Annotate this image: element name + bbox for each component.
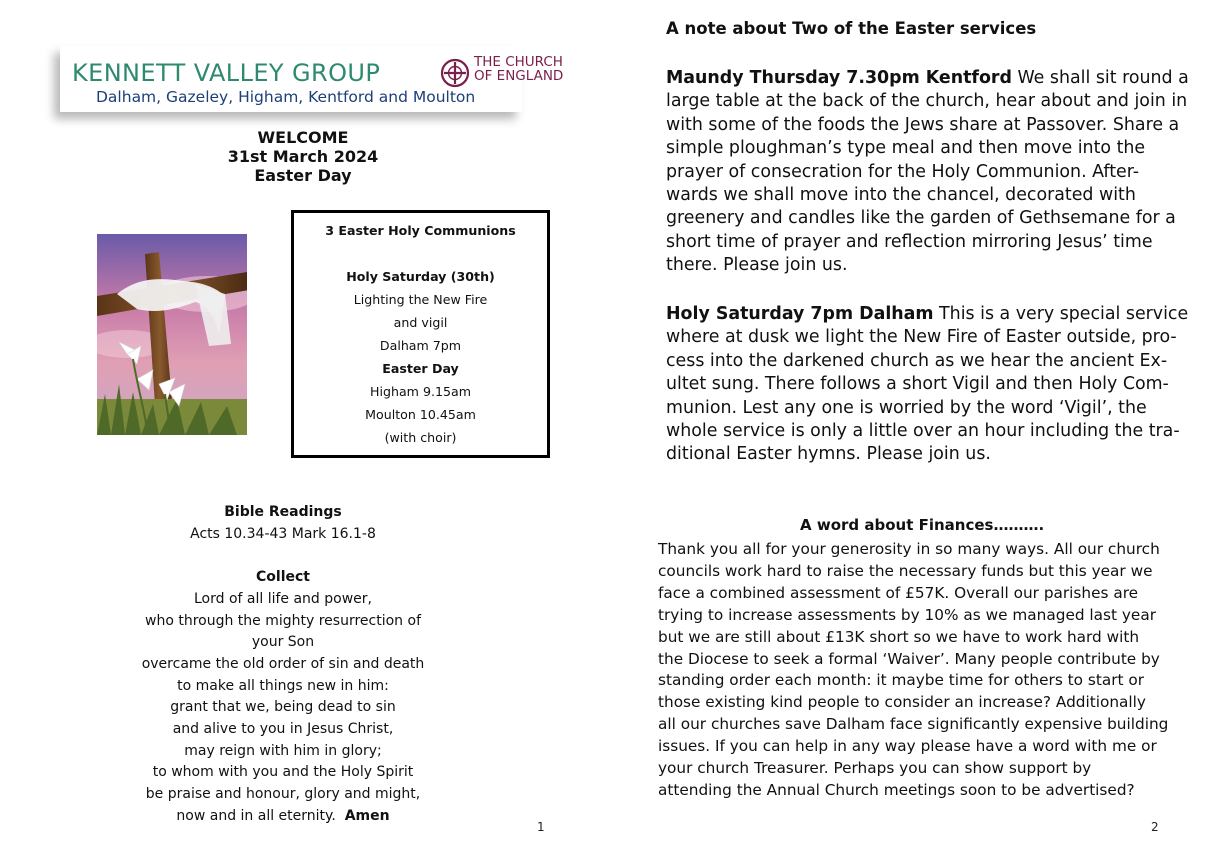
holy-saturday-lead: Holy Saturday 7pm Dalham [666,304,934,324]
collect-line: now and in all eternity. [176,807,336,824]
paragraph-line: cess into the darkened church as we hear the ancient Ex- [666,350,1168,371]
finances-line: standing order each month: it maybe time for others to start or [658,671,1145,690]
paragraph-line: with some of the foods the Jews share at Passover. Share a [666,114,1180,135]
church-of-england-icon [439,57,471,89]
easter-day-heading: Easter Day [382,361,459,376]
finances-line: trying to increase assessments by 10% as we managed last year [658,605,1157,624]
services-spacer [294,242,547,265]
collect-line: be praise and honour, glory and might, [145,786,421,803]
collect-amen: Amen [344,807,390,824]
finances-line: all our churches save Dalham face significantly expensive building [658,715,1169,734]
paragraph-line: there. Please join us. [666,255,848,276]
finances-paragraph [658,539,1178,802]
holy-saturday-line: Lighting the New Fire [353,292,488,307]
paragraph-line: wards we shall move into the chancel, decorated with [666,185,1136,206]
collect-last-line [130,806,436,828]
group-logo [60,46,564,112]
finances-line: the Diocese to seek a formal ‘Waiver’. Many people contribute by [658,649,1160,668]
holy-saturday-line: Dalham 7pm [379,338,462,353]
paragraph-line: short time of prayer and reflection mirroring Jesus’ time [666,231,1153,252]
easter-day-line: (with choir) [384,430,457,445]
holy-saturday-heading: Holy Saturday (30th) [346,269,495,284]
easter-cross-image [97,234,247,435]
collect-line: who through the mighty resurrection of [145,612,421,629]
finances-line: your church Treasurer. Perhaps you can show support by [658,759,1092,778]
paragraph-first-line [666,67,1189,90]
page-number-right: 2 [1151,820,1159,834]
collect-line: overcame the old order of sin and death [141,655,425,672]
easter-services-box [291,210,550,458]
finances-line: issues. If you can help in any way please have a word with me or [658,737,1157,756]
welcome-title: WELCOME [257,128,349,147]
services-title: 3 Easter Holy Communions [325,223,516,238]
logo-group-name: KENNETT VALLEY GROUP [72,59,381,87]
collect-line: your Son [251,634,315,651]
paragraph-line: ultet sung. There follows a short Vigil and then Holy Com- [666,374,1169,395]
logo-parishes: Dalham, Gazeley, Higham, Kentford and Moulton [96,88,476,106]
finances-line: Thank you all for your generosity in so many ways. All our church [658,540,1160,558]
collect-line: to whom with you and the Holy Spirit [152,764,414,781]
logo-coe-line2: OF ENGLAND [474,68,564,84]
paragraph-line: whole service is only a little over an hour including the tra- [666,421,1180,442]
easter-note-heading: A note about Two of the Easter services [666,19,1037,38]
finances-line: face a combined assessment of £57K. Overall our parishes are [658,583,1139,602]
maundy-thursday-paragraph [666,67,1189,278]
maundy-thursday-lead: Maundy Thursday 7.30pm Kentford [666,68,1012,88]
bible-readings-heading: Bible Readings [224,504,342,520]
holy-saturday-line: and vigil [393,315,448,330]
easter-day-line: Higham 9.15am [370,384,471,399]
paragraph-line: simple ploughman’s type meal and then move into the [666,138,1146,159]
bible-readings-refs: Acts 10.34-43 Mark 16.1-8 [190,525,376,542]
readings-and-collect [130,502,436,828]
finances-line: attending the Annual Church meetings soon to be advertised? [658,780,1135,799]
collect-line: to make all things new in him: [177,677,389,694]
paragraph-line: ditional Easter hymns. Please join us. [666,444,991,465]
collect-line: Lord of all life and power, [193,590,372,607]
page-number-left: 1 [537,820,545,834]
finances-line: those existing kind people to consider an increase? Additionally [658,693,1146,712]
paragraph-line: greenery and candles like the garden of Gethsemane for a [666,208,1176,229]
paragraph-line: large table at the back of the church, hear about and join in [666,91,1188,112]
paragraph-first-line [666,303,1189,326]
paragraph-line: munion. Lest any one is worried by the word ‘Vigil’, the [666,397,1147,418]
paragraph-line: This is a very special service [933,304,1189,324]
finances-heading: A word about Finances………. [800,516,1045,534]
welcome-day: Easter Day [254,166,352,185]
welcome-date: 31st March 2024 [227,147,379,166]
readings-spacer [130,545,436,567]
finances-line: but we are still about £13K short so we have to work hard with [658,627,1140,646]
easter-day-line: Moulton 10.45am [365,407,476,422]
finances-line: councils work hard to raise the necessary funds but this year we [658,561,1153,580]
collect-line: and alive to you in Jesus Christ, [172,721,394,738]
paragraph-line: We shall sit round a [1011,68,1189,88]
collect-heading: Collect [256,569,310,586]
paragraph-line: prayer of consecration for the Holy Communion. After- [666,161,1140,182]
logo-coe-line1: THE CHURCH [474,54,563,70]
collect-line: grant that we, being dead to sin [170,699,396,716]
logo-coe-name [474,55,563,83]
welcome-block [203,128,403,185]
paragraph-line: where at dusk we light the New Fire of Easter outside, pro- [666,327,1177,348]
collect-line: may reign with him in glory; [184,742,382,759]
holy-saturday-paragraph [666,303,1189,467]
